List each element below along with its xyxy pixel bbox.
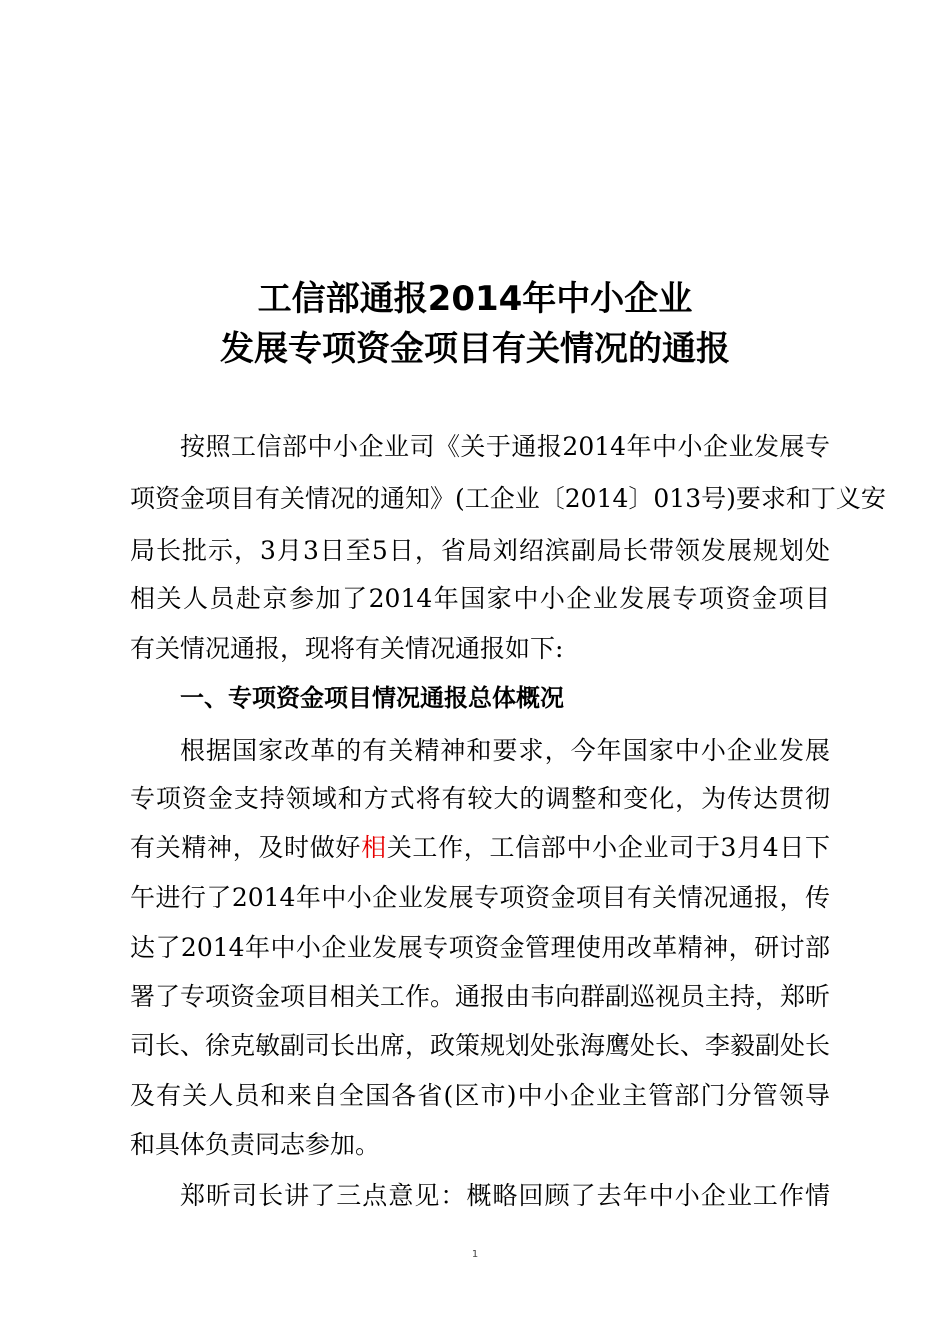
paragraph-1-line-1: 按照工信部中小企业司《关于通报2014年中小企业发展专 bbox=[180, 432, 830, 461]
paragraph-2-line-2: 专项资金支持领域和方式将有较大的调整和变化，为传达贯彻 bbox=[130, 784, 830, 813]
paragraph-2-line-7: 司长、徐克敏副司长出席，政策规划处张海鹰处长、李毅副处长 bbox=[130, 1031, 831, 1060]
paragraph-2-line-3-start: 有关精神，及时做好 bbox=[130, 833, 362, 862]
paragraph-2-line-3-end: 关工作，工信部中小企业司于3月4日下 bbox=[386, 833, 830, 862]
paragraph-2-line-6: 署了专项资金项目相关工作。通报由韦向群副巡视员主持，郑昕 bbox=[130, 982, 831, 1011]
document-title-line-1: 工信部通报2014年中小企业 bbox=[257, 279, 693, 319]
paragraph-1-line-2: 项资金项目有关情况的通知》(工企业〔2014〕013号)要求和丁义安 bbox=[130, 484, 886, 513]
highlighted-character: 相 bbox=[361, 833, 387, 862]
paragraph-3-line-1: 郑昕司长讲了三点意见：概略回顾了去年中小企业工作情 bbox=[180, 1181, 830, 1210]
paragraph-1-line-3: 局长批示，3月3日至5日，省局刘绍滨副局长带领发展规划处 bbox=[130, 536, 830, 565]
paragraph-2-line-5: 达了2014年中小企业发展专项资金管理使用改革精神，研讨部 bbox=[130, 933, 830, 962]
page-number: 1 bbox=[471, 1249, 479, 1260]
paragraph-2-line-1: 根据国家改革的有关精神和要求，今年国家中小企业发展 bbox=[180, 736, 830, 765]
paragraph-2-line-8: 及有关人员和来自全国各省(区市)中小企业主管部门分管领导 bbox=[130, 1081, 830, 1110]
document-title-line-2: 发展专项资金项目有关情况的通报 bbox=[220, 329, 730, 369]
paragraph-2-line-3 bbox=[130, 832, 830, 864]
paragraph-2-line-9: 和具体负责同志参加。 bbox=[130, 1130, 381, 1159]
paragraph-1-line-5: 有关情况通报，现将有关情况通报如下: bbox=[130, 634, 564, 663]
section-heading-1: 一、专项资金项目情况通报总体概况 bbox=[180, 684, 564, 712]
paragraph-2-line-4: 午进行了2014年中小企业发展专项资金项目有关情况通报，传 bbox=[130, 883, 830, 912]
paragraph-1-line-4: 相关人员赴京参加了2014年国家中小企业发展专项资金项目 bbox=[130, 584, 830, 613]
